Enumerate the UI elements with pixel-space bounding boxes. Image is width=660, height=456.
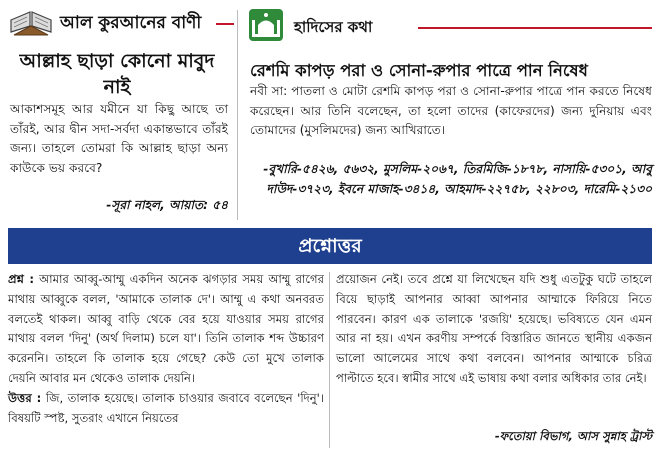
quran-section-header [8,4,230,38]
quran-heading: আল্লাহ ছাড়া কোনো মাবুদ নাই [19,50,215,98]
qa-source: -ফতোয়া বিভাগ, আস সুন্নাহ ট্রাস্ট [494,429,652,443]
hadith-title-rule [418,27,652,29]
qa-column-divider [329,272,330,448]
answer-label: উত্তর : [8,390,42,405]
mosque-icon [248,8,284,42]
hadith-section-title: হাদিসের কথা [294,18,373,36]
question-label: প্রশ্ন : [8,272,35,286]
quran-verse-source: -সূরা নাহল, আয়াত: ৫৪ [106,198,228,212]
qa-right-column [336,270,652,389]
qa-left-column [8,270,324,428]
hadith-text: নবী সা: পাতলা ও মোটা রেশমি কাপড় পরা ও সোনা-রুপার পাত্রে পান করতে নিষেধ করেছেন। আর তিনি বলেছেন, তা হলো তাদের (কাফেরদের) জন্য দুনিয়ায় এবং তোমাদের (মুসলিমদের) জন্য আখিরাতে। [250,84,652,138]
answer-text-part2: প্রয়োজন নেই। তবে প্রশ্নে যা লিখেছেন যদি শুধু এতটুকু ঘটে তাহলে বিয়ে ছাড়াই আপনার আব্বা আপনার আম্মাকে ফিরিয়ে নিতে পারবেন। কারণ এক তালাকে 'রজয়ি' হয়েছে। ভবিষ্যতে যেন এমন আর না হয়। এখন করণীয় সম্পর্কে বিস্তারিত জানতে স্থানীয় একজন ভালো আলেমের সাথে কথা বলবেন। আপনার আম্মাকে চরিত্র পাল্টাতে হবে। স্বামীর সাথে এই ভাষায় কথা বলার অধিকার তার নেই। [336,272,652,385]
top-column-divider [237,10,238,220]
hadith-heading: রেশমি কাপড় পরা ও সোনা-রুপার পাত্রে পান নিষেধ [250,61,588,80]
quran-verse-text: আকাশসমূহ আর যমীনে যা কিছু আছে তা তাঁরই, আর দ্বীন সদা-সর্বদা একান্তভাবে তাঁরই জন্য। তাহলে তোমরা কি আল্লাহ ছাড়া অন্য কাউকে ভয় করবে? [10,102,228,175]
book-stand-icon [8,6,54,36]
hadith-references: -বুখারি-৫৪২৬, ৫৬৩২, মুসলিম-২০৬৭, তিরমিজি-১৮৭৮, নাসায়ি-৫৩০১, আবু দাউদ-৩৭২৩, ইবনে মাজাহ-৩৪১৪, আহমাদ-২২৭৫৮, ২২৮০৩, দারেমি-২১৩০ [263,162,652,196]
answer-text-part1: জি, তালাক হয়েছে। তালাক চাওয়ার জবাবে বলেছেন 'দিনু'। বিষয়টি স্পষ্ট, সুতরাং এখানে নিয়তের [8,390,325,425]
quran-section-title: আল কুরআনের বাণী [60,13,202,33]
quran-title-rule [216,23,234,25]
question-text: আমার আব্বু-আম্মু একদিন অনেক ঝগড়ার সময় আম্মু রাগের মাথায় আব্বুকে বলল, 'আমাকে তালাক দে'। আম্মু এ কথা অনবরত বলতেই থাকল। আব্বু বাড়ি থেকে বের হয়ে যাওয়ার সময় রাগের মাথায় বলল 'দিনু' (অর্থ দিলাম) চলে যা'। তিনি তালাক শব্দ উচ্চারণ করেননি। তাহলে কি তালাক হয়ে গেছে? কেউ তো মুখে তালাক দেয়নি আবার মন থেকেও তালাক দেয়নি। [8,272,325,385]
qa-banner [8,228,652,264]
qa-banner-title: প্রশ্নোত্তর [298,235,362,257]
hadith-section-header [248,8,652,42]
